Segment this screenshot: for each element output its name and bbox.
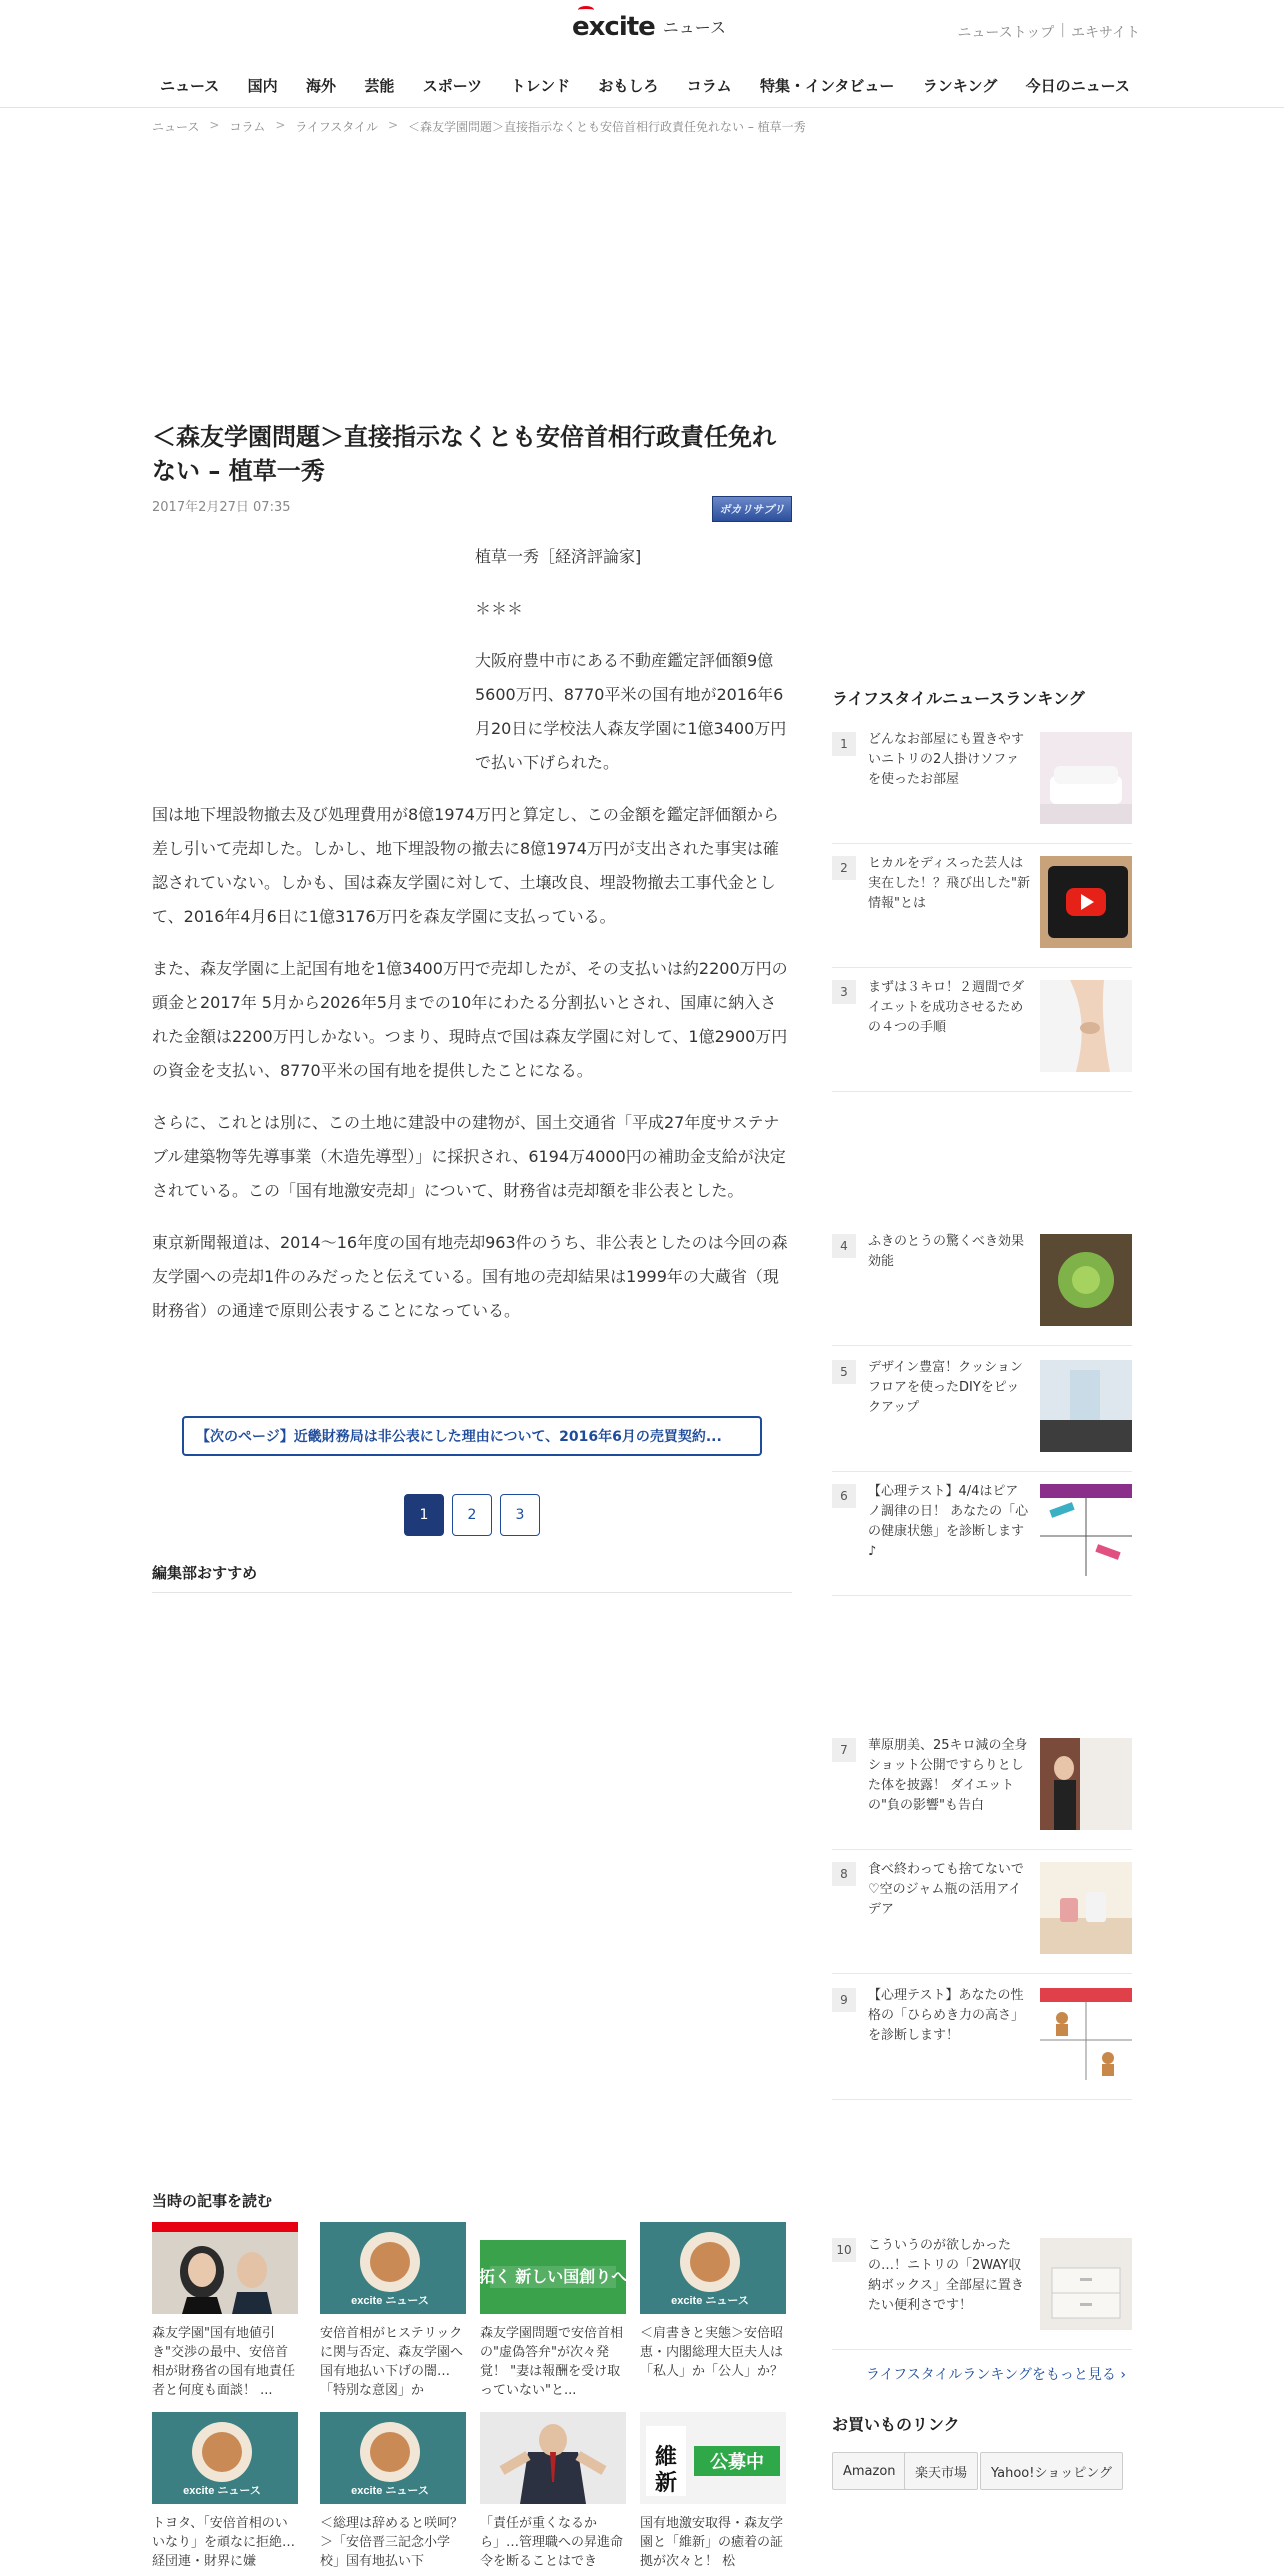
editor-picks-divider bbox=[152, 1592, 792, 1593]
shopping-title: お買いものリンク bbox=[832, 2415, 960, 2434]
nav-domestic[interactable]: 国内 bbox=[247, 76, 278, 95]
rank-text: 【心理テスト】4/4はピアノ調律の日！ あなたの「心の健康状態」を診断します♪ bbox=[868, 1484, 1029, 1559]
breadcrumb-lifestyle[interactable]: ライフスタイル bbox=[295, 120, 378, 134]
ranking-item[interactable] bbox=[832, 980, 1132, 1092]
breadcrumb-separator: > bbox=[387, 118, 399, 132]
ranking-item[interactable] bbox=[832, 856, 1132, 968]
related-text: 安倍首相がヒステリックに関与否定、森友学園へ国有地払い下げの闇…「特別な意図」か bbox=[320, 2326, 464, 2398]
svg-text:excite ニュース: excite ニュース bbox=[671, 2295, 749, 2307]
rank-thumbnail bbox=[1040, 856, 1132, 948]
nav-ranking[interactable]: ランキング bbox=[922, 76, 998, 95]
rank-number: 9 bbox=[832, 1988, 856, 2012]
ranking-item[interactable] bbox=[832, 1988, 1132, 2100]
ranking-more-link[interactable]: ライフスタイルランキングをもっと見る › bbox=[866, 2367, 1126, 2383]
article-paragraph: さらに、これとは別に、この土地に建設中の建物が、国土交通省「平成27年度サステナブル建築物等先導事業（木造先導型）」に採択され、6194万4000円の補助金支給が決定されている。この「国有地激安売却」について、財務省は売却額を非公表とした。 bbox=[152, 1113, 786, 1200]
nav-sports[interactable]: スポーツ bbox=[422, 76, 483, 95]
breadcrumb-separator: > bbox=[275, 118, 286, 132]
ranking-item[interactable] bbox=[832, 1360, 1132, 1472]
related-card[interactable] bbox=[152, 2412, 298, 2568]
svg-text:公募中: 公募中 bbox=[710, 2452, 764, 2472]
rank-text: どんなお部屋にも置きやすいニトリの2人掛けソファを使ったお部屋 bbox=[868, 732, 1025, 787]
breadcrumb-separator: > bbox=[209, 118, 220, 132]
rank-number: 3 bbox=[832, 980, 856, 1004]
nav-overseas[interactable]: 海外 bbox=[305, 76, 336, 95]
rank-number: 7 bbox=[832, 1738, 856, 1762]
page-3-button[interactable]: 3 bbox=[500, 1494, 540, 1536]
nav-entertainment[interactable]: 芸能 bbox=[364, 76, 395, 95]
related-card[interactable] bbox=[480, 2412, 626, 2568]
article-paragraph: ＊＊＊ bbox=[475, 599, 524, 618]
article-body bbox=[152, 540, 792, 1346]
pagination bbox=[404, 1494, 540, 1536]
rank-thumbnail bbox=[1040, 1738, 1132, 1830]
top-links bbox=[957, 22, 1140, 42]
related-thumbnail bbox=[640, 2222, 786, 2314]
yahoo-shopping-link[interactable]: Yahoo!ショッピング bbox=[980, 2452, 1123, 2490]
page-1-button[interactable]: 1 bbox=[404, 1494, 444, 1536]
rank-thumbnail bbox=[1040, 1988, 1132, 2080]
ranking-item[interactable] bbox=[832, 732, 1132, 844]
related-thumbnail bbox=[152, 2412, 298, 2504]
article-title: ＜森友学園問題＞直接指示なくとも安倍首相行政責任免れない – 植草一秀 bbox=[152, 423, 776, 485]
article-paragraph: 東京新聞報道は、2014～16年度の国有地売却963件のうち、非公表としたのは今回の森友学園への売却1件のみだったと伝えている。国有地の売却結果は1999年の大蔵省（現財務省）の通達で原則公表することになっている。 bbox=[152, 1233, 788, 1320]
related-thumbnail bbox=[480, 2222, 626, 2314]
related-card[interactable] bbox=[152, 2222, 298, 2400]
article-paragraph: また、森友学園に上記国有地を1億3400万円で売却したが、その支払いは約2200万円の頭金と2017年 5月から2026年5月までの10年にわたる分割払いとされ、国庫に納入された金額は2200万円しかない。つまり、現時点で国は森友学園に対して、1億2900万円の資金を支払い、8770平米の国有地を提供したことになる。 bbox=[152, 959, 788, 1080]
rank-text: ヒカルをディスった芸人は実在した！？飛び出した"新情報"とは bbox=[868, 856, 1030, 911]
nav-features[interactable]: 特集・インタビュー bbox=[759, 76, 895, 95]
related-card[interactable] bbox=[480, 2222, 626, 2400]
related-thumbnail bbox=[480, 2412, 626, 2504]
related-thumbnail bbox=[320, 2222, 466, 2314]
excite-news-logo[interactable] bbox=[572, 12, 726, 42]
amazon-link[interactable]: Amazon bbox=[832, 2452, 907, 2490]
nav-column[interactable]: コラム bbox=[686, 76, 732, 95]
news-top-link[interactable]: ニューストップ bbox=[957, 25, 1055, 41]
related-card[interactable] bbox=[320, 2412, 466, 2568]
ranking-item[interactable] bbox=[832, 1484, 1132, 1596]
rank-text: ふきのとうの驚くべき効果効能 bbox=[868, 1234, 1025, 1269]
article-header bbox=[152, 420, 792, 526]
rank-number: 1 bbox=[832, 732, 856, 756]
top-links-divider: | bbox=[1060, 22, 1065, 38]
global-nav bbox=[150, 62, 1140, 108]
related-text: 森友学園問題で安倍首相の"虚偽答弁"が次々発覚！ "妻は報酬を受け取っていない"と... bbox=[480, 2326, 624, 2398]
rank-thumbnail bbox=[1040, 980, 1132, 1072]
related-text: トヨタ、「安倍首相のいいなり」を頑なに拒絶…経団連・財界に嫌 bbox=[152, 2516, 296, 2568]
related-text: ＜肩書きと実態＞安倍昭恵・内閣総理大臣夫人は「私人」か「公人」か？ bbox=[640, 2326, 784, 2379]
source-logo[interactable]: ポカリサプリ bbox=[712, 496, 792, 522]
rank-number: 10 bbox=[832, 2238, 856, 2262]
related-thumbnail bbox=[152, 2222, 298, 2314]
related-thumbnail bbox=[320, 2412, 466, 2504]
nav-today[interactable]: 今日のニュース bbox=[1025, 76, 1130, 95]
rank-number: 8 bbox=[832, 1862, 856, 1886]
article-paragraph: 国は地下埋設物撤去及び処理費用が8億1974万円と算定し、この金額を鑑定評価額から差し引いて売却した。しかし、地下埋設物の撤去に8億1974万円が支出された事実は確認されていない。しかも、国は森友学園に対して、土壌改良、埋設物撤去工事代金として、2016年4月6日に1億3176万円を森友学園に支払っている。 bbox=[152, 805, 779, 926]
related-thumbnail bbox=[640, 2412, 786, 2504]
page-2-button[interactable]: 2 bbox=[452, 1494, 492, 1536]
rank-number: 4 bbox=[832, 1234, 856, 1258]
rank-text: 華原朋美、25キロ減の全身ショット公開ですらりとした体を披露！ ダイエットの"負の影響"も告白 bbox=[868, 1738, 1028, 1813]
ranking-item[interactable] bbox=[832, 2238, 1132, 2350]
nav-trend[interactable]: トレンド bbox=[510, 76, 571, 95]
related-card[interactable] bbox=[640, 2412, 786, 2568]
related-text: 森友学園"国有地値引き"交渉の最中、安倍首相が財務省の国有地責任者と何度も面談！ ... bbox=[152, 2326, 296, 2398]
article-paragraph: 大阪府豊中市にある不動産鑑定評価額9億5600万円、8770平米の国有地が2016年6月20日に学校法人森友学園に1億3400万円で払い下げられた。 bbox=[475, 651, 787, 772]
rank-thumbnail bbox=[1040, 732, 1132, 824]
svg-text:excite ニュース: excite ニュース bbox=[351, 2295, 429, 2307]
ranking-item[interactable] bbox=[832, 1862, 1132, 1974]
excite-site-link[interactable]: エキサイト bbox=[1070, 25, 1140, 41]
related-card[interactable] bbox=[640, 2222, 786, 2400]
rank-thumbnail bbox=[1040, 1862, 1132, 1954]
breadcrumb-current: ＜森友学園問題＞直接指示なくとも安倍首相行政責任免れない – 植草一秀 bbox=[408, 120, 806, 134]
related-text: ＜総理は辞めると咲呵？＞「安倍晋三記念小学校」国有地払い下 bbox=[320, 2516, 464, 2568]
related-text: 「責任が重くなるから」…管理職への昇進命令を断ることはでき bbox=[480, 2516, 624, 2568]
rank-thumbnail bbox=[1040, 1484, 1132, 1576]
nav-funny[interactable]: おもしろ bbox=[598, 76, 659, 95]
ranking-title: ライフスタイルニュースランキング bbox=[832, 689, 1085, 708]
svg-text:新: 新 bbox=[654, 2470, 678, 2496]
rank-number: 5 bbox=[832, 1360, 856, 1384]
next-page-button[interactable]: 【次のページ】近畿財務局は非公表にした理由について、2016年6月の売買契約... bbox=[182, 1416, 762, 1456]
svg-text:拓く 新しい国創りへ: 拓く 新しい国創りへ bbox=[480, 2269, 626, 2286]
logo-brand: excite bbox=[572, 12, 655, 42]
rank-thumbnail bbox=[1040, 1234, 1132, 1326]
breadcrumb-column[interactable]: コラム bbox=[229, 120, 266, 134]
article-date: 2017年2月27日 07:35 bbox=[152, 500, 291, 515]
related-card[interactable] bbox=[320, 2222, 466, 2400]
rank-text: デザイン豊富！クッションフロアを使ったDIYをピックアップ bbox=[868, 1360, 1023, 1415]
editor-picks-title: 編集部おすすめ bbox=[152, 1564, 258, 1582]
rank-text: 【心理テスト】あなたの性格の「ひらめき力の高さ」を診断します！ bbox=[868, 1988, 1025, 2043]
nav-news[interactable]: ニュース bbox=[160, 76, 220, 95]
related-text: 国有地激安取得・森友学園と「維新」の癒着の証拠が次々と！ 松 bbox=[640, 2516, 784, 2568]
logo-news-label: ニュース bbox=[662, 18, 726, 37]
rank-number: 6 bbox=[832, 1484, 856, 1508]
ranking-item[interactable] bbox=[832, 1738, 1132, 1850]
article-meta bbox=[152, 496, 792, 526]
svg-text:excite ニュース: excite ニュース bbox=[351, 2485, 429, 2497]
svg-text:excite ニュース: excite ニュース bbox=[183, 2485, 261, 2497]
rakuten-link[interactable]: 楽天市場 bbox=[904, 2452, 978, 2490]
rank-text: まずは３キロ！２週間でダイエットを成功させるための４つの手順 bbox=[868, 980, 1025, 1035]
article-paragraph: 植草一秀［経済評論家] bbox=[475, 547, 642, 566]
ranking-item[interactable] bbox=[832, 1234, 1132, 1346]
rank-thumbnail bbox=[1040, 2238, 1132, 2330]
ad-space bbox=[152, 540, 475, 790]
rank-number: 2 bbox=[832, 856, 856, 880]
rank-text: 食べ終わっても捨てないで♡空のジャム瓶の活用アイデア bbox=[868, 1862, 1024, 1917]
site-header bbox=[0, 0, 1284, 108]
svg-text:維: 維 bbox=[654, 2444, 678, 2470]
rank-text: こういうのが欲しかったの…！ニトリの「2WAY収納ボックス」全部屋に置きたい便利さです！ bbox=[868, 2238, 1024, 2313]
related-title: 当時の記事を読む bbox=[152, 2192, 273, 2210]
breadcrumb-news[interactable]: ニュース bbox=[152, 120, 200, 134]
rank-thumbnail bbox=[1040, 1360, 1132, 1452]
breadcrumb bbox=[152, 118, 806, 135]
